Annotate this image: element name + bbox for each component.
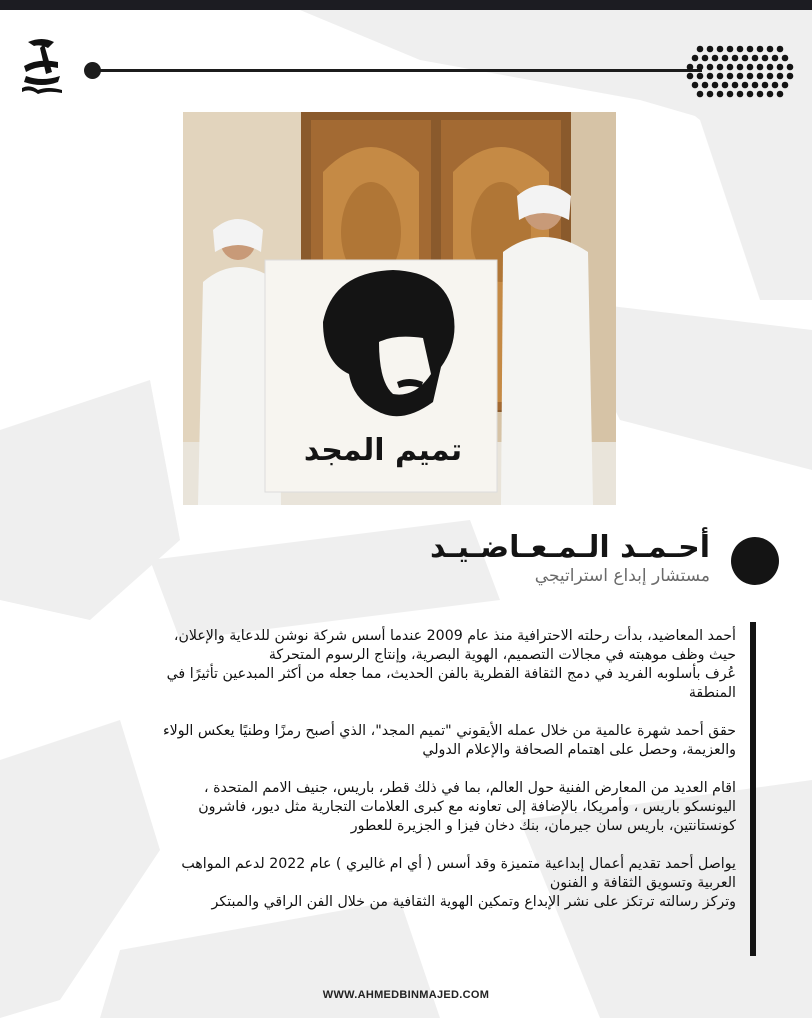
dot [777,64,784,71]
dot [717,73,724,80]
dot [747,73,754,80]
dot [767,46,774,53]
dot [737,91,744,98]
painting-caption: تميم المجد [303,433,463,468]
bio-line: وتركز رسالته ترتكز على نشر الإبداع وتمكين الهوية الثقافية من خلال الفن الراقي والمبتكر [211,894,736,910]
dot [752,55,759,62]
person-role: مستشار إبداع استراتيجي [534,566,710,586]
dot [712,82,719,89]
bio-line: حقق أحمد شهرة عالمية من خلال عمله الأيقوني "تميم المجد"، الذي أصبح رمزًا وطنيًا يعكس الولاء [163,723,736,739]
dot [697,46,704,53]
dot [747,64,754,71]
dot [777,91,784,98]
dot [772,55,779,62]
dot [777,73,784,80]
dot [707,64,714,71]
dot [747,46,754,53]
bio-line: عُرف بأسلوبه الفريد في دمج الثقافة القطرية بالفن الحديث، مما جعله من أكثر المبدعين تأثيرًا في [166,666,736,682]
dot [687,73,694,80]
dot [757,91,764,98]
dot [742,55,749,62]
top-bar [0,0,812,10]
dot [762,82,769,89]
dot [692,82,699,89]
dot [687,64,694,71]
header-rule-line [92,69,702,72]
dot [707,46,714,53]
dot [722,82,729,89]
bio-line: العربية وتسويق الثقافة و الفنون [549,875,736,891]
dot [697,73,704,80]
biography-text [40,627,736,912]
bio-line: حيث وظف موهبته في مجالات التصميم، الهوية البصرية، وإنتاج الرسوم المتحركة [268,647,736,663]
paragraph-gap [40,760,736,779]
bio-line: والعزيمة، وحصل على اهتمام الصحافة والإعلام الدولي [422,742,736,758]
calligraphy-signature-logo [18,36,66,102]
dot [732,55,739,62]
header-rule-dot [84,62,101,79]
dot [757,73,764,80]
dot [762,55,769,62]
dot [737,46,744,53]
dot [727,91,734,98]
dot [747,91,754,98]
bio-line: المنطقة [688,685,736,701]
dot [702,55,709,62]
photo-two-men-holding-portrait-painting-icon [183,112,616,505]
dot [767,73,774,80]
website-link[interactable]: WWW.AHMEDBINMAJED.COM [322,989,490,1001]
dot [697,91,704,98]
dot [697,64,704,71]
dot [717,64,724,71]
bio-line: يواصل أحمد تقديم أعمال إبداعية متميزة وقد أسس ( أي ام غاليري ) عام 2022 لدعم المواهب [181,856,736,872]
dot [722,55,729,62]
body-side-rule [750,622,756,956]
bio-line: اقام العديد من المعارض الفنية حول العالم، بما في ذلك قطر، باريس، جنيف الامم المتحدة ، [204,780,736,796]
dot [757,46,764,53]
bio-line: كونستانتين، باريس سان جيرمان، بنك دخان فيزا و الجزيرة للعطور [350,818,736,834]
dot [737,73,744,80]
dot [737,64,744,71]
dot [787,64,794,71]
dot [742,82,749,89]
paragraph-gap [40,703,736,722]
dot [732,82,739,89]
dot [702,82,709,89]
name-bullet-dot [731,537,779,585]
dot [707,91,714,98]
dot [757,64,764,71]
dot [692,55,699,62]
dot-grid-pattern-icon [684,44,802,98]
photo-illustration [183,112,616,505]
dot [717,46,724,53]
person-name: أحـمـد الـمـعـاضـيـد [430,530,710,565]
dot [767,64,774,71]
dot [727,73,734,80]
dot [767,91,774,98]
dot [782,55,789,62]
dot [727,46,734,53]
dot [782,82,789,89]
bio-line: أحمد المعاضيد، بدأت رحلته الاحترافية منذ عام 2009 عندما أسس شركة نوشن للدعاية والإعلان، [173,628,736,644]
bio-line: اليونسكو باريس ، وأمريكا، بالإضافة إلى تعاونه مع كبرى العلامات التجارية مثل ديور، فاشرون [198,799,736,815]
dot [727,64,734,71]
dot [787,73,794,80]
paragraph-gap [40,836,736,855]
dot [712,55,719,62]
dot [777,46,784,53]
dot [752,82,759,89]
dot [772,82,779,89]
dot [707,73,714,80]
dot [717,91,724,98]
